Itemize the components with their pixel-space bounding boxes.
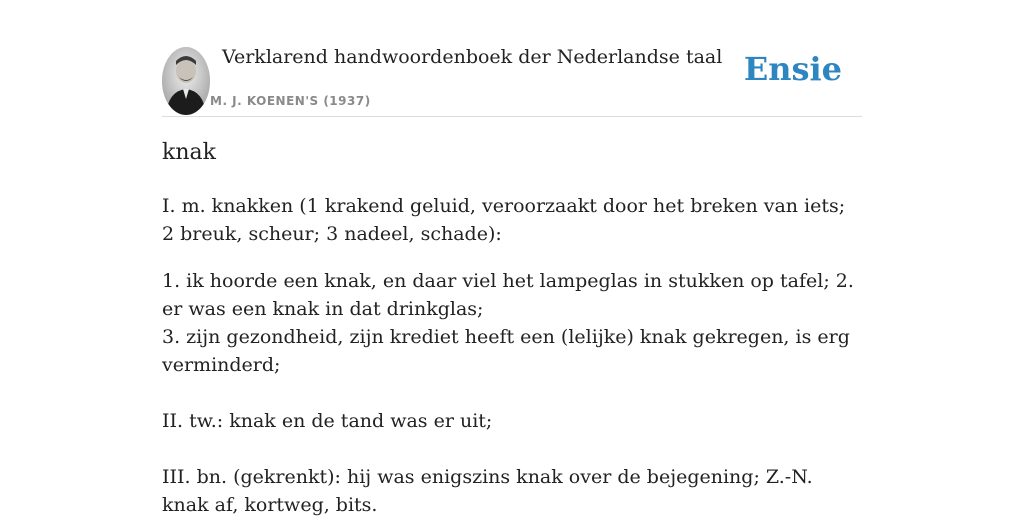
site-header (162, 0, 862, 117)
dictionary-source: M. J. KOENEN'S (1937) (210, 94, 371, 108)
entry-section-2: II. tw.: knak en de tand was er uit; (162, 410, 493, 432)
entry-headword: knak (162, 140, 216, 165)
ensie-logo[interactable]: Ensie (743, 50, 842, 88)
entry-definition: I. m. knakken (1 krakend geluid, veroorzaakt door het breken van iets; 2 breuk, scheur; 3 nadeel, schade): (162, 195, 846, 245)
dictionary-title: Verklarend handwoordenboek der Nederlandse taal (222, 46, 723, 68)
entry-section-3: III. bn. (gekrenkt): hij was enigszins knak over de bejegening; Z.-N. knak af, kortweg, bits. (162, 466, 813, 516)
page-container (162, 0, 862, 516)
entry-examples (162, 267, 862, 379)
author-portrait (162, 47, 210, 115)
example-line: 1. ik hoorde een knak, en daar viel het lampeglas in stukken op tafel; 2. er was een knak in dat drinkglas; (162, 270, 854, 320)
example-line: 3. zijn gezondheid, zijn krediet heeft een (lelijke) knak gekregen, is erg verminderd; (162, 326, 850, 376)
